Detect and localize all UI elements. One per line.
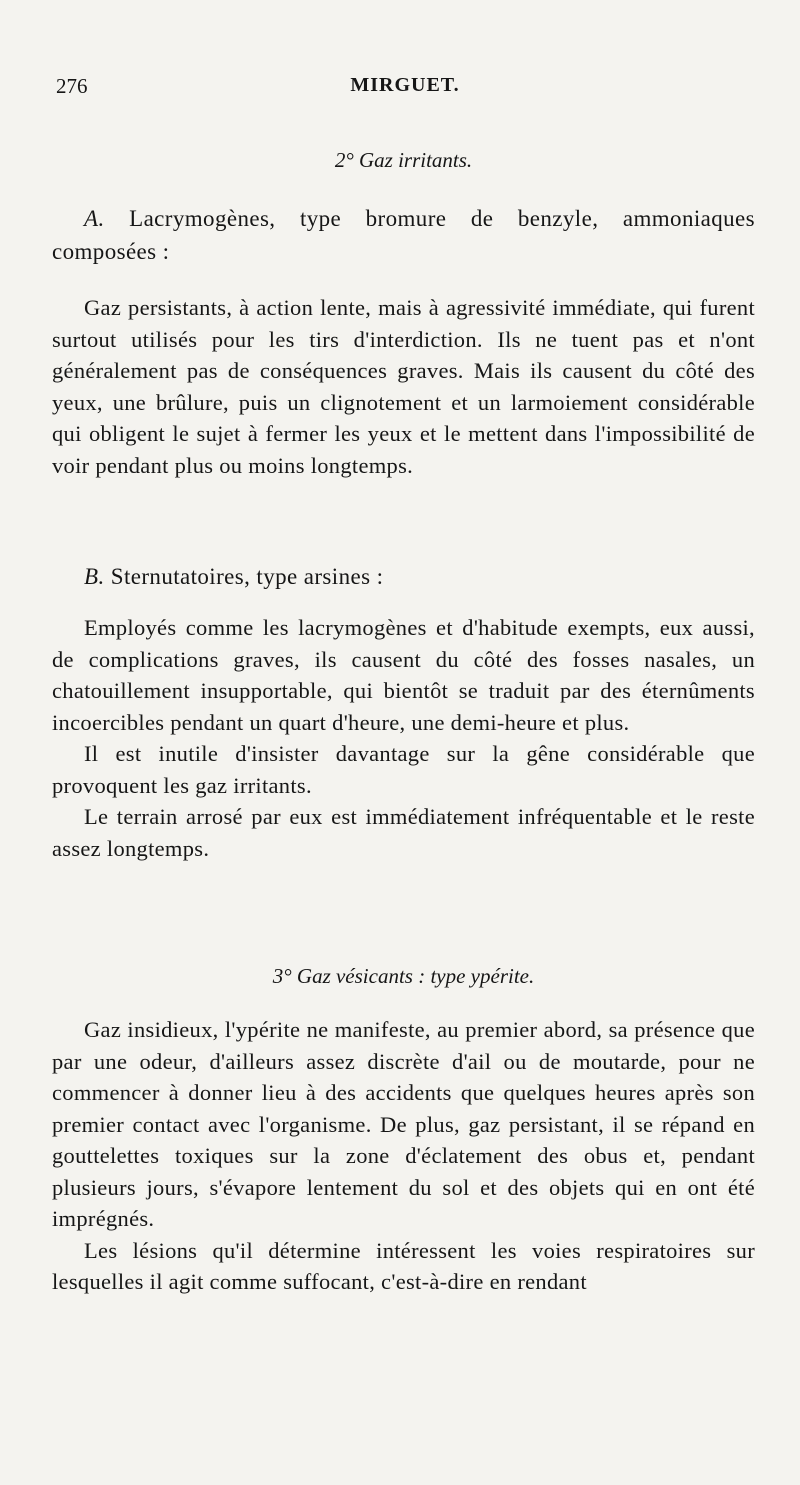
subsection-a bbox=[52, 202, 755, 268]
subsection-letter: A. bbox=[84, 206, 105, 231]
section-title: 2° Gaz irritants. bbox=[334, 148, 473, 172]
paragraph: Gaz insidieux, l'ypérite ne manifeste, au premier abord, sa présence que par une odeur, d'ailleurs assez discrète d'ail ou de moutarde, pour ne commencer à donner lieu à des accidents que quelques heures après son premier contact avec l'organisme. De plus, gaz persistant, il se répand en gouttelettes toxiques sur la zone d'éclatement des obus et, pendant plusieurs jours, s'évapore lentement du sol et des objets qui en ont été imprégnés. bbox=[52, 1017, 755, 1231]
subsection-heading-text: Lacrymogènes, type bromure de benzyle, ammoniaques composées : bbox=[52, 206, 756, 264]
section-2-title-block bbox=[52, 148, 755, 173]
section-3-title-block bbox=[52, 964, 755, 989]
paragraph: Le terrain arrosé par eux est immédiatement infréquentable et le reste assez longtemps. bbox=[52, 804, 755, 861]
subsection-heading bbox=[52, 202, 755, 268]
running-title: MIRGUET. bbox=[350, 74, 460, 96]
section-3-body bbox=[52, 1014, 755, 1298]
paragraph: Il est inutile d'insister davantage sur la gêne considérable que provoquent les gaz irritants. bbox=[52, 741, 755, 798]
subsection-heading bbox=[52, 560, 755, 593]
paragraph: Gaz persistants, à action lente, mais à agressivité immédiate, qui furent surtout utilisés pour les tirs d'interdiction. Ils ne tuent pas et n'ont généralement pas de conséquences graves. Mais ils causent du côté des yeux, une brûlure, puis un clignotement et un larmoiement considérable qui obligent le sujet à fermer les yeux et le mettent dans l'impossibilité de voir pendant plus ou moins longtemps. bbox=[52, 295, 755, 478]
subsection-letter: B. bbox=[84, 564, 105, 589]
page-number: 276 bbox=[56, 74, 88, 98]
paragraph: Les lésions qu'il détermine intéressent les voies respiratoires sur lesquelles il agit comme suffocant, c'est-à-dire en rendant bbox=[52, 1237, 755, 1294]
subsection-heading-text: Sternutatoires, type arsines : bbox=[110, 564, 384, 589]
subsection-b-body bbox=[52, 612, 755, 864]
subsection-a-body bbox=[52, 292, 755, 481]
running-head bbox=[56, 74, 754, 104]
section-title: 3° Gaz vésicants : type ypérite. bbox=[272, 964, 535, 988]
subsection-b bbox=[52, 560, 755, 593]
paragraph: Employés comme les lacrymogènes et d'habitude exempts, eux aussi, de complications graves, ils causent du côté des fosses nasales, un chatouillement insupportable, qui bientôt se traduit par des éternûments incoercibles pendant un quart d'heure, une demi-heure et plus. bbox=[52, 615, 755, 735]
